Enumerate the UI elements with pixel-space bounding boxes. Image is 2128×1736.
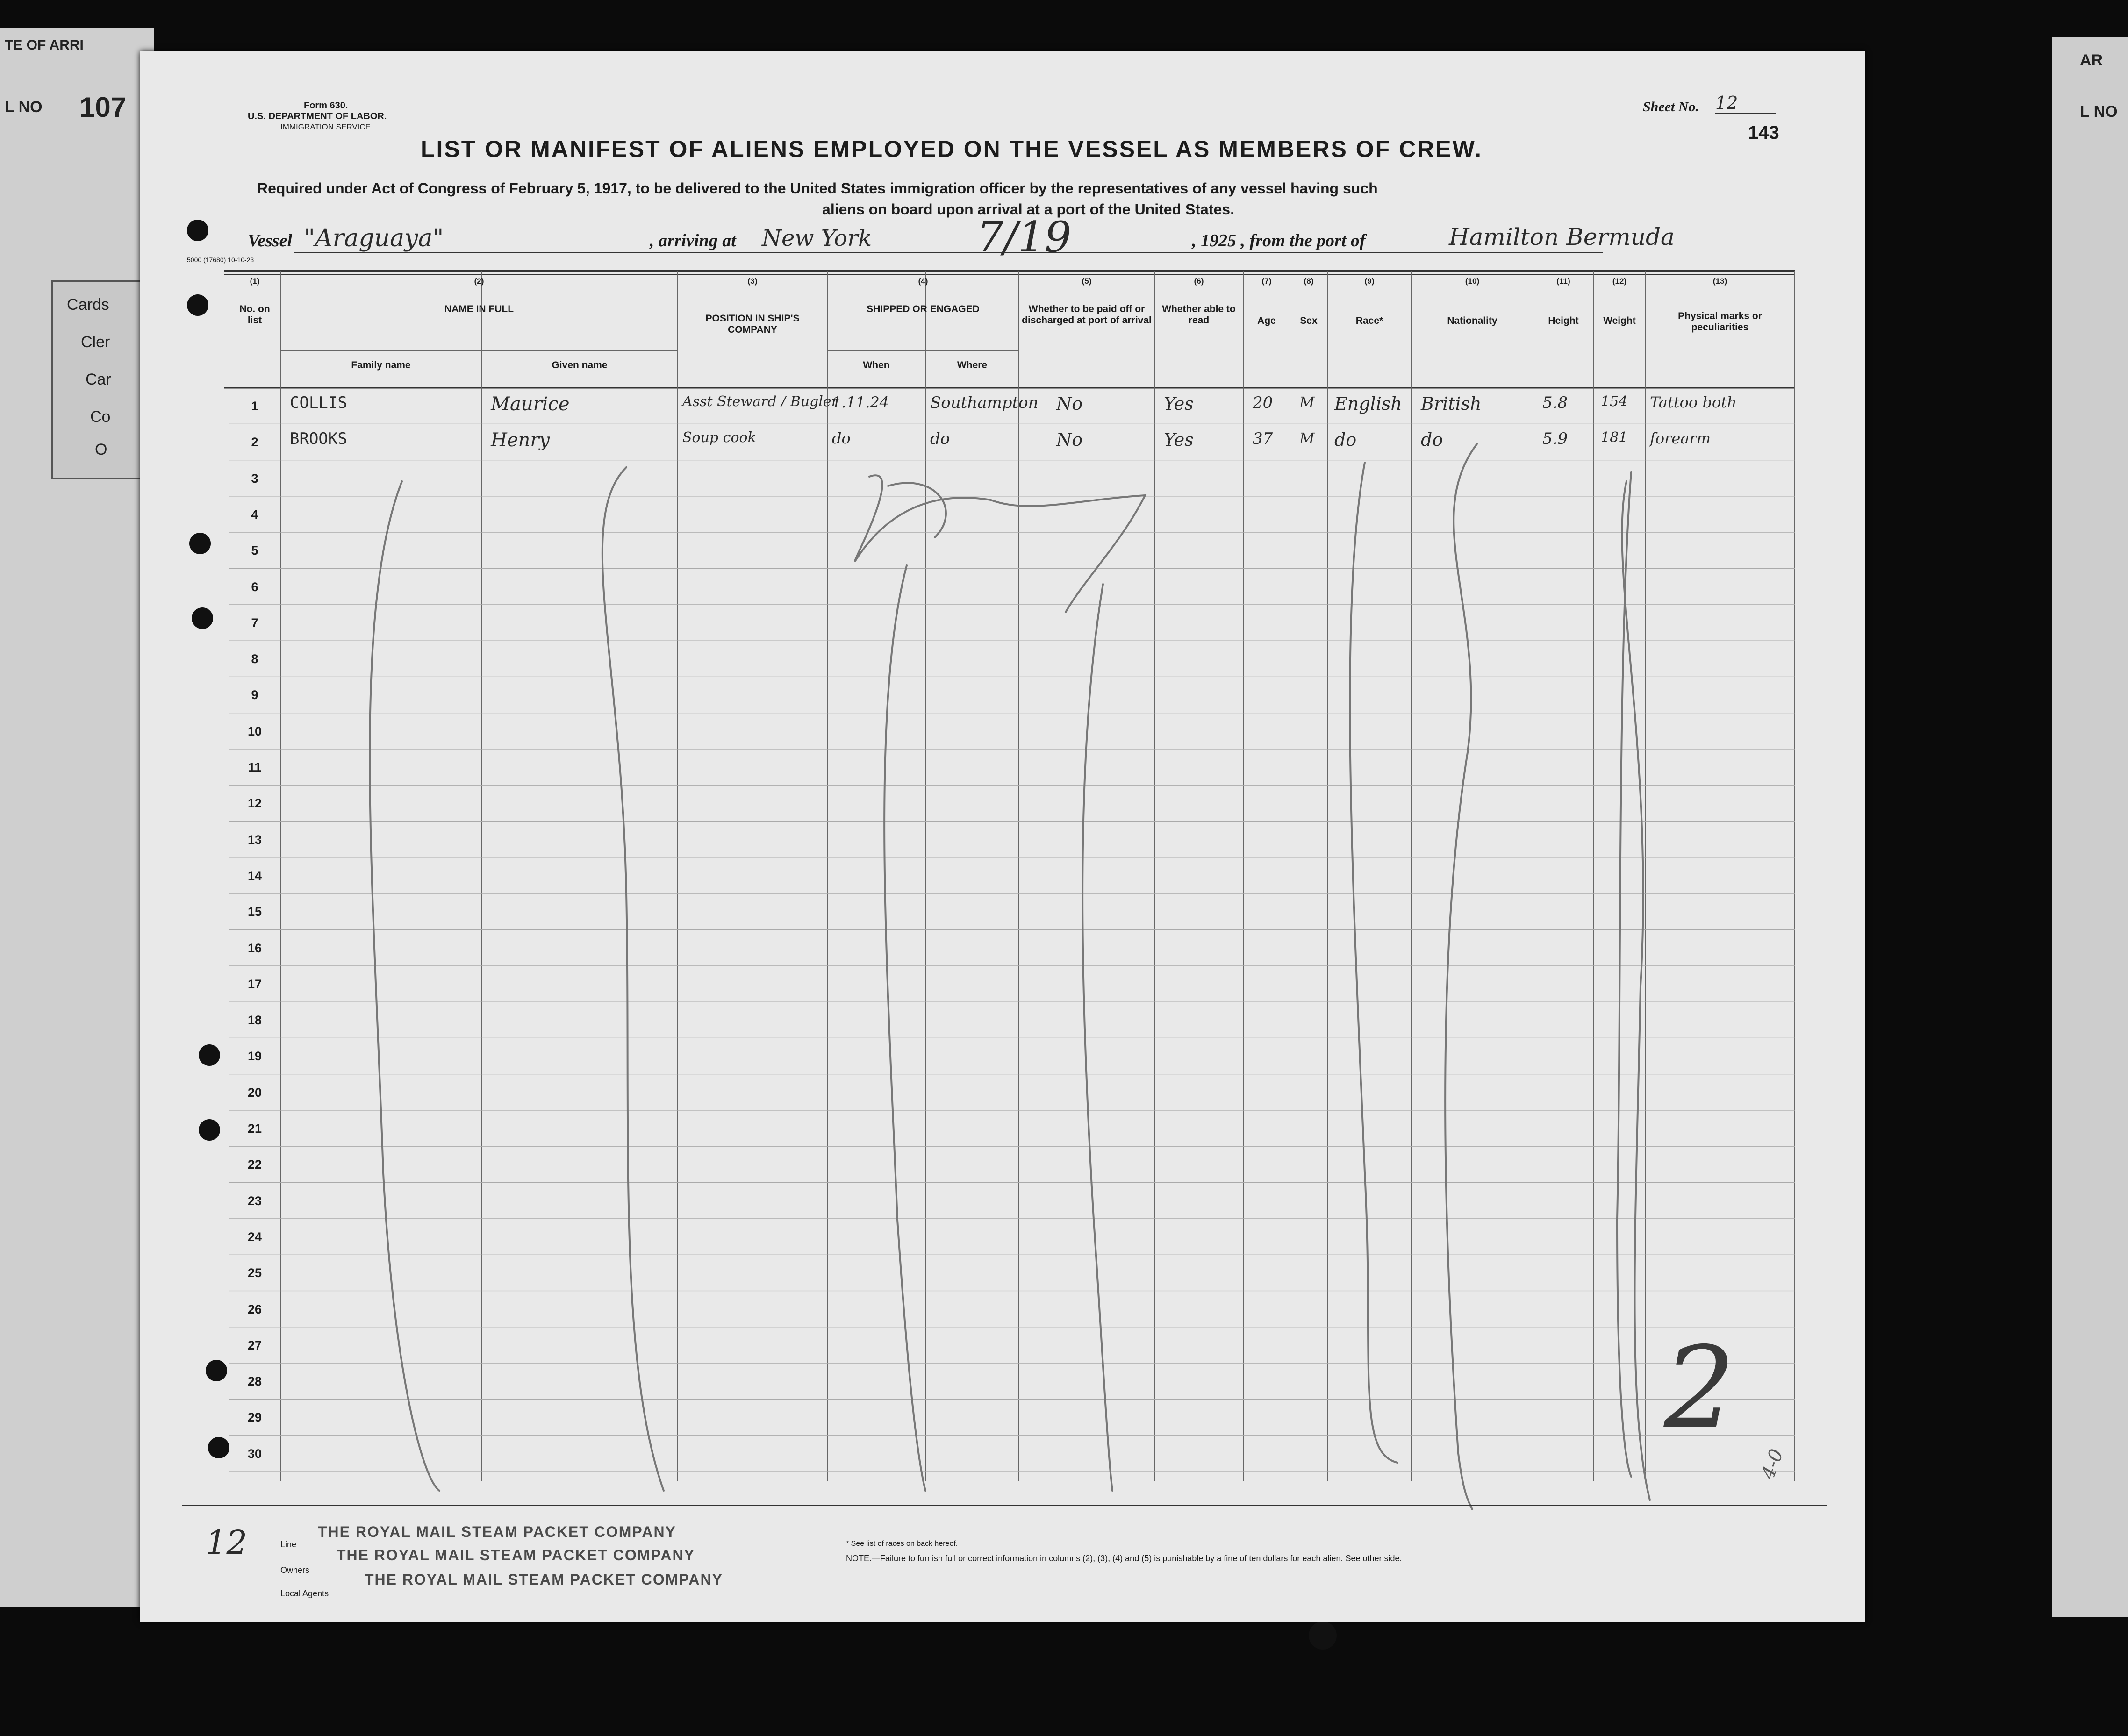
under-text: 107 (79, 92, 127, 123)
column-number: (4) (918, 277, 928, 286)
under-text: AR (2080, 51, 2103, 69)
column-subheader: Family name (351, 360, 411, 371)
column-number: (1) (250, 277, 260, 286)
entry-paid-off: No (1056, 429, 1083, 450)
column-header: POSITION IN SHIP'S COMPANY (705, 313, 800, 335)
arriving-port: New York (762, 225, 872, 251)
row-number: 9 (251, 688, 258, 702)
entry-weight: 181 (1601, 429, 1628, 446)
punch-hole (199, 1119, 220, 1141)
column-number: (12) (1612, 277, 1627, 286)
entry-able-read: Yes (1164, 429, 1194, 450)
column-header: Weight (1603, 315, 1636, 326)
column-header: No. on list (239, 304, 270, 326)
sheet-number: 12 (1715, 93, 1776, 114)
sheet-label: Sheet No. (1643, 99, 1699, 114)
pencil-stroke (884, 565, 925, 1491)
punch-hole (208, 1437, 229, 1458)
row-number: 12 (247, 796, 262, 811)
row-number: 14 (247, 868, 262, 883)
manifest-sheet (140, 51, 1865, 1622)
row-number: 21 (247, 1122, 262, 1136)
column-number: (11) (1556, 277, 1570, 286)
column-number: (8) (1304, 277, 1314, 286)
entry-family-name: COLLIS (290, 393, 347, 412)
departure-port: Hamilton Bermuda (1449, 223, 1675, 250)
owners-value: THE ROYAL MAIL STEAM PACKET COMPANY (337, 1547, 695, 1564)
column-header: Physical marks or peculiarities (1678, 311, 1762, 333)
entry-position: Asst Steward / Bugler (682, 393, 838, 410)
row-number: 23 (247, 1193, 262, 1208)
row-number: 7 (251, 615, 258, 630)
service: IMMIGRATION SERVICE (280, 122, 371, 131)
row-number: 8 (251, 652, 258, 666)
row-number: 2 (251, 435, 258, 450)
column-subheader: Where (957, 360, 988, 371)
pencil-stroke (602, 467, 664, 1491)
arriving-label: , arriving at (650, 231, 736, 250)
row-number: 10 (247, 724, 262, 738)
row-number: 13 (247, 832, 262, 847)
pencil-stroke (1622, 481, 1650, 1500)
row-number: 25 (247, 1266, 262, 1280)
column-number: (5) (1082, 277, 1092, 286)
pencil-strokes (140, 51, 1865, 1622)
column-header: Whether to be paid off or discharged at port of arrival (1022, 304, 1152, 326)
entry-sex: M (1299, 429, 1315, 448)
owners-label: Owners (280, 1565, 310, 1575)
total-mark: 2 (1664, 1322, 1735, 1453)
entry-height: 5.9 (1542, 429, 1568, 449)
pencil-stroke (370, 481, 439, 1491)
column-header: Age (1257, 315, 1276, 326)
subtitle-line1: Required under Act of Congress of February 5, 1917, to be delivered to the United States immigration officer by the representatives of any vessel having such (257, 180, 1378, 197)
underlying-page-right (2052, 37, 2128, 1617)
column-number: (2) (474, 277, 484, 286)
entry-race: do (1334, 429, 1357, 450)
subtitle-line2: aliens on board upon arrival at a port of the United States. (822, 201, 1234, 218)
entry-nationality: do (1421, 429, 1443, 450)
under-text: O (95, 441, 107, 458)
under-text: Co (90, 408, 111, 426)
punch-hole (192, 607, 213, 629)
arrival-date: 7/19 (977, 213, 1072, 262)
punch-hole (187, 294, 208, 316)
entry-able-read: Yes (1164, 393, 1194, 414)
row-number: 11 (248, 760, 262, 774)
manifest-title: LIST OR MANIFEST OF ALIENS EMPLOYED ON THE VESSEL AS MEMBERS OF CREW. (421, 136, 1483, 162)
row-number: 20 (247, 1085, 262, 1100)
entry-sex: M (1299, 393, 1315, 411)
row-number: 29 (247, 1410, 262, 1425)
under-text: L NO (2080, 103, 2118, 121)
side-note: 4-0 (1757, 1446, 1788, 1482)
column-number: (7) (1261, 277, 1272, 286)
row-number: 16 (247, 941, 262, 955)
column-number: (6) (1194, 277, 1204, 286)
column-subheader: When (863, 360, 890, 371)
entry-family-name: BROOKS (290, 429, 347, 449)
punch-hole (187, 220, 208, 241)
column-subheader: Given name (552, 360, 608, 371)
column-header: Height (1548, 315, 1579, 326)
row-number: 19 (247, 1049, 262, 1064)
column-header: SHIPPED OR ENGAGED (867, 304, 980, 314)
column-header: Sex (1300, 315, 1318, 326)
pencil-stroke (1350, 463, 1397, 1463)
column-header: NAME IN FULL (444, 304, 514, 314)
row-number: 4 (251, 507, 258, 522)
punch-hole (199, 1044, 220, 1066)
agents-value: THE ROYAL MAIL STEAM PACKET COMPANY (365, 1571, 723, 1588)
row-number: 6 (251, 579, 258, 594)
footer-rule (182, 1505, 1827, 1506)
row-number: 24 (247, 1229, 262, 1244)
punch-hole (206, 1360, 227, 1381)
column-header: Nationality (1447, 315, 1497, 326)
under-text: L NO (5, 98, 43, 116)
vessel-name: "Araguaya" (304, 224, 444, 252)
department: U.S. DEPARTMENT OF LABOR. (248, 111, 387, 121)
under-text: Cler (81, 333, 110, 351)
row-number: 5 (251, 543, 258, 558)
entry-shipped-where: do (930, 429, 950, 449)
column-number: (10) (1465, 277, 1480, 286)
entry-paid-off: No (1056, 393, 1083, 414)
row-number: 27 (247, 1338, 262, 1352)
entry-shipped-where: Southampton (930, 393, 1039, 412)
entry-given-name: Henry (491, 429, 550, 451)
pencil-stroke (1082, 584, 1112, 1491)
margin-mark: 12 (206, 1523, 248, 1562)
print-code: 5000 (17680) 10-10-23 (187, 256, 254, 264)
line-value: THE ROYAL MAIL STEAM PACKET COMPANY (318, 1523, 676, 1540)
pencil-stroke (888, 483, 946, 537)
under-text: TE OF ARRI (5, 37, 84, 53)
entry-shipped-when: 1.11.24 (832, 393, 889, 411)
line-label: Line (280, 1540, 297, 1549)
entry-position: Soup cook (682, 429, 756, 446)
entry-weight: 154 (1601, 393, 1628, 410)
row-number: 28 (247, 1374, 262, 1389)
entry-age: 20 (1253, 393, 1273, 412)
row-number: 26 (247, 1302, 262, 1316)
row-number: 1 (251, 399, 258, 413)
punch-hole (1309, 1622, 1337, 1650)
row-number: 30 (247, 1446, 262, 1461)
row-number: 22 (247, 1157, 262, 1172)
row-number: 17 (247, 977, 262, 991)
vessel-label: Vessel (248, 231, 292, 250)
under-text: Car (86, 371, 111, 388)
underlying-page-left (0, 28, 154, 1607)
column-number: (9) (1364, 277, 1375, 286)
row-number: 18 (247, 1013, 262, 1028)
entry-nationality: British (1421, 393, 1482, 414)
agents-label: Local Agents (280, 1589, 329, 1598)
entry-marks: Tattoo both (1650, 393, 1737, 411)
penalty-note: NOTE.—Failure to furnish full or correct information in columns (2), (3), (4) and (5) is punishable by a fine of ten dollars for each alien. See other side. (846, 1554, 1402, 1563)
entry-shipped-when: do (832, 429, 851, 448)
pencil-stroke (1617, 472, 1631, 1477)
row-number: 3 (251, 471, 258, 486)
entry-given-name: Maurice (491, 393, 570, 415)
row-number: 15 (247, 905, 262, 919)
form-number: Form 630. (304, 100, 348, 111)
column-number: (13) (1712, 277, 1727, 286)
page-number: 143 (1748, 122, 1779, 143)
column-number: (3) (747, 277, 758, 286)
entry-race: English (1334, 393, 1402, 414)
footnote: * See list of races on back hereof. (846, 1540, 958, 1548)
entry-marks: forearm (1650, 429, 1711, 448)
column-header: Whether able to read (1162, 304, 1236, 326)
under-text: Cards (67, 296, 109, 314)
year-label: , 1925 , from the port of (1192, 231, 1366, 250)
entry-age: 37 (1253, 429, 1273, 449)
column-header: Race* (1355, 315, 1383, 326)
punch-hole (189, 533, 211, 554)
pencil-stroke (1445, 444, 1477, 1509)
entry-height: 5.8 (1542, 393, 1568, 412)
